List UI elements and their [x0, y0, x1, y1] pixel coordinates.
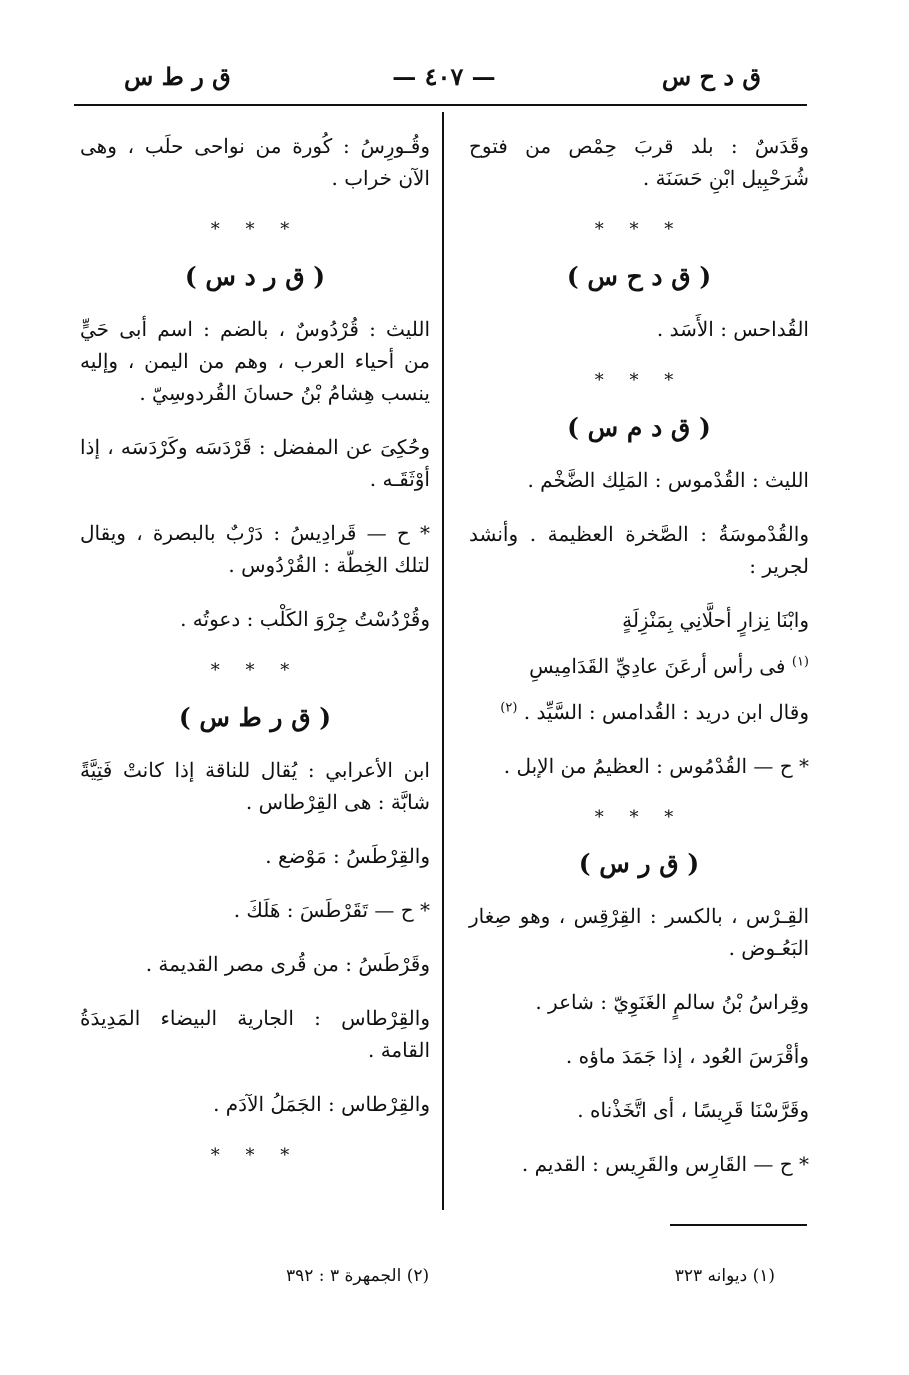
page-number: — ٤٠٧ — — [392, 62, 496, 91]
entry-qurus: وقُـورِسُ : كُورة من نواحى حلَب ، وهى الآن خراب . — [80, 134, 430, 190]
footnote-mark-2: (٢) — [500, 699, 518, 715]
entry-qurdust: وقُرْدُسْتُ جِرْوَ الكَلْب : دعوتُه . — [180, 606, 430, 631]
poem-verse-2: $^{(١)}$ فى رأس أرعَنَ عادِيِّ القَدَامِيسِ — [529, 653, 809, 678]
entry-qaris: * ح — القَارِس والقَرِيس : القديم . — [521, 1152, 809, 1177]
left-column — [80, 130, 430, 1182]
entry-taqartasa: * ح — تَقَرْطَسَ : هَلَكَ . — [233, 897, 430, 922]
entry-qudamis: وقال ابن دريد : القُدامس : السَّيِّد . $^{(٢)}$ — [500, 699, 809, 724]
section-separator: * * * — [594, 219, 684, 240]
entry-qiras: وقِراسُ بْنُ سالمٍ الغَنَوِيّ : شاعر . — [535, 990, 809, 1015]
entry-qarrasna: وقَرَّسْنَا قَرِيسًا ، أى اتَّخَذْناه . — [577, 1098, 809, 1123]
entry-qirtas-girl: والقِرْطاس : الجارية البيضاء المَدِيدَةُ القامة . — [80, 1005, 430, 1062]
section-separator: * * * — [210, 1144, 300, 1166]
running-header-left: ق ر ط س — [124, 62, 231, 91]
entry-qudmusa: والقُدْموسَةُ : الصَّخرة العظيمة . وأنشد لجرير : — [469, 521, 809, 578]
right-column — [469, 130, 809, 1202]
section-separator: * * * — [594, 806, 684, 828]
entry-qudahis: القُداحس : الأَسَد . — [656, 316, 809, 341]
entry-qurdus: الليث : قُرْدُوسٌ ، بالضم : اسم أبى حَيٍّ من أحياء العرب ، وهم من اليمن ، وإليه ينسب هِشامُ بْنُ حسانَ القُردوسِيّ . — [80, 316, 430, 405]
entry-aqrasa: وأقْرَسَ العُود ، إذا جَمَدَ ماؤه . — [565, 1044, 809, 1069]
entry-qartas-village: وقَرْطَسُ : من قُرى مصر القديمة . — [145, 951, 430, 976]
poem-verse-1: وابْنَا نِزارٍ أحلَّانِي بِمَنْزِلَةٍ — [622, 607, 809, 632]
footnote-1: (١) ديوانه ٣٢٣ — [674, 1266, 775, 1286]
root-heading-qrts: ( ق ر ط س ) — [178, 702, 332, 732]
running-header-right: ق د ح س — [661, 62, 761, 91]
entry-qirs: القِـرْس ، بالكسر : القِرْقِس ، وهو صِغار البَعُـوض . — [469, 904, 809, 961]
entry-qadas: وقَدَسٌ : بلد قربَ حِمْص من فتوح شُرَحْبِيل ابْنِ حَسَنَة . — [469, 134, 809, 190]
entry-qaradis: * ح — قَرادِيسُ : دَرْبٌ بالبصرة ، ويقال لتلك الخِطّة : القُرْدُوس . — [80, 520, 430, 577]
section-separator: * * * — [210, 659, 300, 681]
footnote-mark-1: (١) — [791, 653, 809, 669]
section-separator: * * * — [594, 369, 684, 391]
root-heading-qrds: ( ق ر د س ) — [184, 261, 326, 291]
entry-qirtas-camel: والقِرْطاس : الجَمَلُ الآدَم . — [213, 1091, 430, 1116]
entry-qudmus-camel: * ح — القُدْمُوس : العظيمُ من الإبل . — [503, 753, 809, 778]
footnote-2: (٢) الجمهرة ٣ : ٣٩٢ — [286, 1266, 430, 1286]
root-heading-qrs: ( ق ر س ) — [578, 849, 700, 879]
root-heading-qdhs: ( ق د ح س ) — [566, 261, 712, 291]
column-divider — [442, 112, 444, 1210]
footnote-rule — [670, 1224, 807, 1226]
entry-qudmus: الليث : القُدْموس : المَلِك الضَّخْم . — [527, 467, 809, 492]
entry-qirtas-she-camel: ابن الأعرابي : يُقال للناقة إذا كانتْ فَتِيَّةً شابَّة : هى القِرْطاس . — [80, 757, 430, 814]
header-rule — [74, 104, 807, 106]
root-heading-qdms: ( ق د م س ) — [567, 412, 711, 442]
section-separator: * * * — [210, 219, 300, 240]
entry-qirtas-place: والقِرْطَسُ : مَوْضع . — [265, 843, 430, 868]
entry-qardasa: وحُكِىَ عن المفضل : قَرْدَسَه وكَرْدَسَه ، إذا أوْثَقَـه . — [80, 434, 430, 491]
